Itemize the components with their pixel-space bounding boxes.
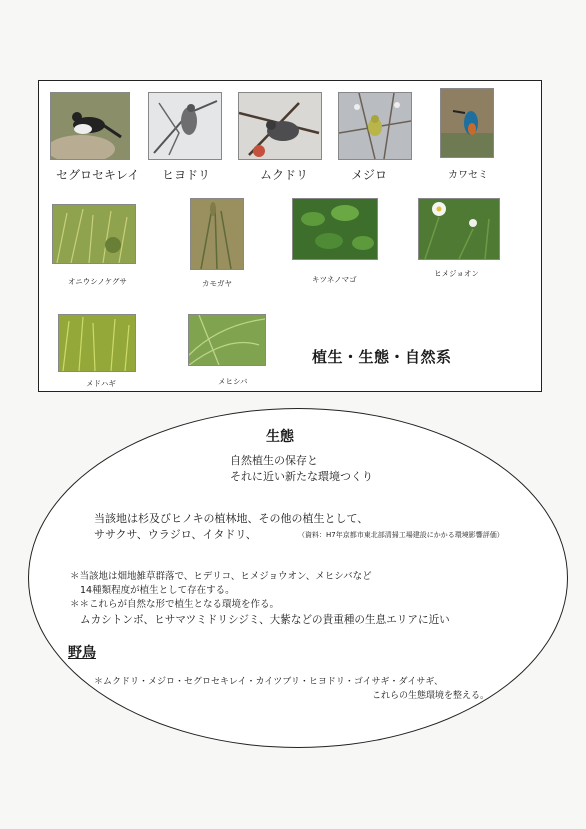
wild-birds-heading: 野鳥 — [68, 645, 96, 661]
plant-label: メドハギ — [86, 379, 116, 388]
para1-line1: 当該地は杉及びヒノキの植林地、その他の植生として、 — [94, 512, 369, 525]
bird-label: メジロ — [351, 168, 388, 182]
birds-line1: ＊ムクドリ・メジロ・セグロセキレイ・カイツブリ・ヒヨドリ・ゴイサギ・ダイサギ、 — [94, 677, 444, 687]
crabgrass-photo — [188, 314, 266, 366]
plant-label: オニウシノケグサ — [68, 277, 127, 286]
plant-label: カモガヤ — [202, 279, 232, 288]
bird-label: セグロセキレイ — [56, 168, 140, 182]
ecology-subtitle-line2: それに近い新たな環境つくり — [230, 470, 373, 483]
justicia-photo — [292, 198, 378, 260]
daisy-fleabane-photo — [418, 198, 500, 260]
species-line: ムカシトンボ、ヒサマツミドリシジミ、大紫などの貴重種の生息エリアに近い — [80, 614, 450, 626]
panel-title: 植生・生態・自然系 — [312, 348, 452, 366]
plant-label: キツネノマゴ — [312, 275, 357, 284]
bulbul-photo — [148, 92, 222, 160]
ecology-heading: 生態 — [266, 429, 294, 445]
bird-label: ヒヨドリ — [162, 168, 211, 182]
bird-label: ムクドリ — [260, 168, 309, 182]
white-eye-photo — [338, 92, 412, 160]
ecology-subtitle-line1: 自然植生の保存と — [230, 454, 318, 467]
lespedeza-photo — [58, 314, 136, 372]
note1-line1: ＊当該地は畑地雑草群落で、ヒデリコ、ヒメジョウオン、メヒシバなど — [70, 571, 372, 582]
starling-photo — [238, 92, 322, 160]
tall-fescue-photo — [52, 204, 136, 264]
plant-label: メヒシバ — [218, 377, 248, 386]
orchard-grass-photo — [190, 198, 244, 270]
plant-label: ヒメジョオン — [434, 269, 479, 278]
kingfisher-photo — [440, 88, 494, 158]
wagtail-photo — [50, 92, 130, 160]
birds-line2: これらの生態環境を整える。 — [372, 691, 490, 701]
note2: ＊＊これらが自然な形で植生となる環境を作る。 — [70, 599, 280, 610]
para1-line2: ササクサ、ウラジロ、イタドリ、 — [94, 528, 257, 541]
source-note: （資料：H7年京都市東北部清掃工場建設にかかる環境影響評価） — [298, 531, 504, 539]
note1-line2: 14種類程度が植生として存在する。 — [80, 585, 235, 596]
bird-label: カワセミ — [448, 170, 488, 181]
